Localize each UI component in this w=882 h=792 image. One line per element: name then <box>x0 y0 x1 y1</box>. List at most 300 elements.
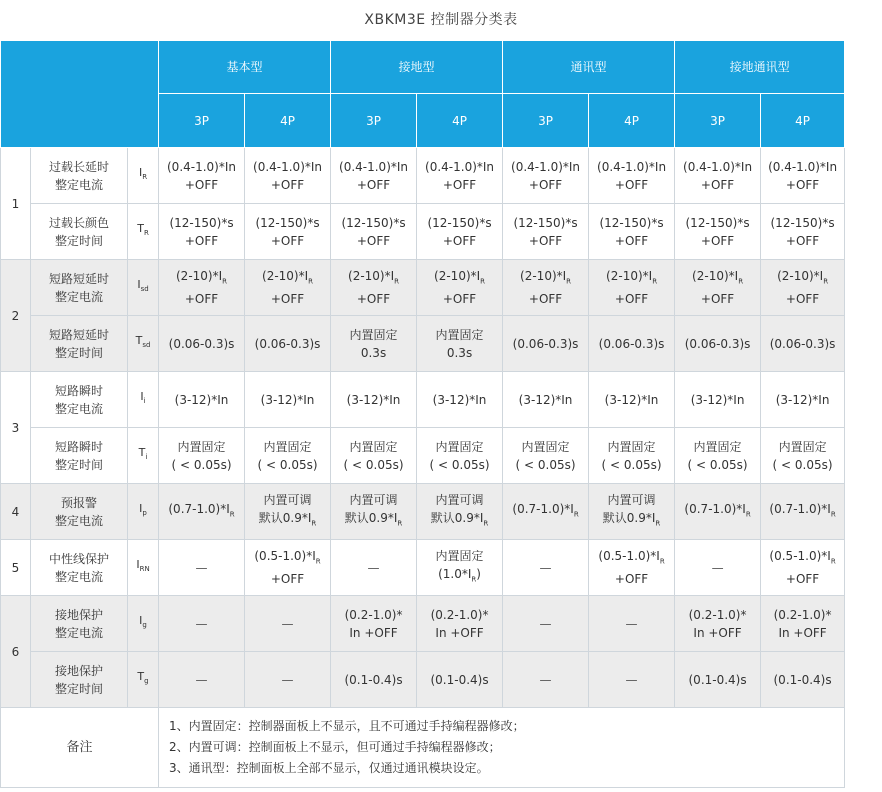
value-cell <box>159 596 245 652</box>
value-line <box>503 158 588 176</box>
value-line <box>761 267 844 290</box>
parameter-label-line: 中性线保护 <box>48 551 109 566</box>
parameter-label-line: 接地保护 <box>54 607 103 622</box>
value-text: (3-12)*In <box>174 392 229 407</box>
value-line <box>245 570 330 588</box>
symbol-subscript: p <box>142 509 147 518</box>
value-cell <box>417 260 503 316</box>
value-line <box>331 606 416 624</box>
value-line <box>761 391 844 409</box>
value-cell <box>761 148 845 204</box>
parameter-label-line: 过载长延时 <box>48 159 109 174</box>
value-line <box>589 570 674 588</box>
value-cell <box>331 428 417 484</box>
value-line <box>331 290 416 308</box>
value-text: — <box>539 616 552 631</box>
value-text: (0.2-1.0)* <box>430 607 489 622</box>
parameter-label-line: 过载长颜色 <box>48 215 109 230</box>
value-text: (3-12)*In <box>604 392 659 407</box>
value-line <box>503 456 588 474</box>
parameter-symbol <box>128 540 159 596</box>
value-cell <box>761 540 845 596</box>
pole-header: 3P <box>159 94 245 148</box>
group-header: 基本型 <box>159 41 331 94</box>
remark-line: 2、内置可调：控制面板上不显示，但可通过手持编程器修改； <box>169 740 501 754</box>
value-cell <box>675 372 761 428</box>
value-text: (0.06-0.3)s <box>684 336 751 351</box>
value-cell <box>503 204 589 260</box>
value-cell <box>331 260 417 316</box>
table-body <box>1 148 845 708</box>
value-cell <box>503 316 589 372</box>
table-row <box>1 428 845 484</box>
parameter-label-line: 整定时间 <box>54 345 103 360</box>
symbol-subscript: i <box>143 397 146 406</box>
value-text: 内置固定 <box>349 439 398 454</box>
value-line <box>245 290 330 308</box>
value-line <box>589 290 674 308</box>
value-text: (0.1-0.4)s <box>688 672 747 687</box>
value-line <box>417 671 502 689</box>
parameter-label-line: 短路瞬时 <box>54 439 103 454</box>
value-cell <box>159 484 245 540</box>
value-line <box>245 671 330 689</box>
header-corner <box>1 41 159 148</box>
value-text: +OFF <box>356 177 391 192</box>
value-line <box>245 158 330 176</box>
value-line <box>245 456 330 474</box>
value-line <box>159 232 244 250</box>
value-line <box>503 438 588 456</box>
value-line <box>159 290 244 308</box>
value-text: +OFF <box>528 233 563 248</box>
value-cell <box>245 372 331 428</box>
value-text: 内置固定 <box>177 439 226 454</box>
value-text: +OFF <box>614 292 649 307</box>
value-text: 0.3s <box>446 345 473 360</box>
value-text: +OFF <box>700 177 735 192</box>
value-text: (12-150)*s <box>685 215 750 230</box>
value-text: +OFF <box>270 572 305 587</box>
value-text: +OFF <box>184 177 219 192</box>
value-text: (0.4-1.0)*In <box>511 159 581 174</box>
value-cell <box>417 484 503 540</box>
value-text: (3-12)*In <box>432 392 487 407</box>
group-header: 通讯型 <box>503 41 675 94</box>
value-cell <box>761 372 845 428</box>
value-cell <box>417 428 503 484</box>
parameter-label-line: 整定时间 <box>54 233 103 248</box>
value-cell <box>761 596 845 652</box>
table-row <box>1 260 845 316</box>
parameter-label-line: 整定电流 <box>54 513 103 528</box>
value-text: ( < 0.05s) <box>343 457 404 472</box>
pole-header: 4P <box>589 94 675 148</box>
remark-line: 1、内置固定：控制器面板上不显示，且不可通过手持编程器修改； <box>169 719 525 733</box>
value-text: — <box>195 616 208 631</box>
value-line <box>331 456 416 474</box>
table-title: XBKM3E 控制器分类表 <box>364 12 518 28</box>
table-row <box>1 652 845 708</box>
value-cell <box>417 204 503 260</box>
value-text: (1.0*I <box>438 566 472 581</box>
parameter-symbol <box>128 148 159 204</box>
value-line <box>589 214 674 232</box>
value-cell <box>503 596 589 652</box>
table-row <box>1 372 845 428</box>
value-text: (0.1-0.4)s <box>773 672 832 687</box>
value-line <box>245 335 330 353</box>
value-cell <box>417 316 503 372</box>
parameter-label-line: 整定时间 <box>54 681 103 696</box>
value-line <box>761 606 844 624</box>
value-line <box>589 491 674 509</box>
symbol-letter: T <box>137 670 145 684</box>
value-line <box>589 391 674 409</box>
value-cell <box>159 204 245 260</box>
value-text: (0.1-0.4)s <box>344 672 403 687</box>
value-line <box>417 565 502 588</box>
value-line <box>675 500 760 523</box>
value-line <box>503 214 588 232</box>
value-subscript: R <box>311 519 317 528</box>
value-line <box>589 232 674 250</box>
value-text: (2-10)*I <box>520 268 567 283</box>
value-text: — <box>195 672 208 687</box>
value-text: +OFF <box>614 177 649 192</box>
parameter-label-line: 预报警 <box>60 495 97 510</box>
value-text: (12-150)*s <box>255 215 320 230</box>
value-line <box>503 176 588 194</box>
value-line <box>675 335 760 353</box>
row-number: 1 <box>1 148 31 260</box>
parameter-symbol <box>128 204 159 260</box>
parameter-symbol <box>128 372 159 428</box>
value-cell <box>503 372 589 428</box>
value-text: (0.7-1.0)*I <box>512 501 574 516</box>
value-text: 默认0.9*I <box>602 510 656 525</box>
value-line <box>331 176 416 194</box>
value-cell <box>503 540 589 596</box>
value-text: (0.5-1.0)*I <box>769 548 831 563</box>
value-text: (12-150)*s <box>770 215 835 230</box>
value-cell <box>159 540 245 596</box>
value-line <box>675 438 760 456</box>
value-text: (0.06-0.3)s <box>254 336 321 351</box>
value-line <box>159 158 244 176</box>
symbol-subscript: RN <box>139 565 150 574</box>
value-text: (3-12)*In <box>518 392 573 407</box>
parameter-label <box>31 596 128 652</box>
value-text: In +OFF <box>435 625 484 640</box>
value-cell <box>589 260 675 316</box>
value-line <box>589 547 674 570</box>
value-cell <box>417 148 503 204</box>
value-cell <box>331 148 417 204</box>
remarks-text <box>159 708 845 788</box>
value-text: 内置可调 <box>607 492 656 507</box>
symbol-letter: I <box>137 278 141 292</box>
group-header: 接地通讯型 <box>675 41 845 94</box>
value-cell <box>331 652 417 708</box>
value-text: 默认0.9*I <box>430 510 484 525</box>
value-text: (0.2-1.0)* <box>344 607 403 622</box>
value-subscript: R <box>830 510 836 519</box>
value-cell <box>245 316 331 372</box>
value-cell <box>159 260 245 316</box>
value-cell <box>503 148 589 204</box>
value-text: +OFF <box>700 233 735 248</box>
value-text: 内置固定 <box>435 439 484 454</box>
value-cell <box>417 540 503 596</box>
value-text: (3-12)*In <box>346 392 401 407</box>
parameter-label-line: 短路短延时 <box>48 271 109 286</box>
table-row <box>1 540 845 596</box>
value-line <box>589 158 674 176</box>
value-line <box>417 158 502 176</box>
value-subscript: R <box>480 277 486 286</box>
value-cell <box>503 652 589 708</box>
table-row <box>1 204 845 260</box>
value-line <box>589 176 674 194</box>
value-text: +OFF <box>442 233 477 248</box>
value-cell <box>589 316 675 372</box>
value-text: 内置固定 <box>521 439 570 454</box>
value-text: (2-10)*I <box>176 268 223 283</box>
value-text: — <box>281 672 294 687</box>
value-text: (12-150)*s <box>169 215 234 230</box>
value-line <box>761 547 844 570</box>
controller-classification-table <box>0 40 845 788</box>
value-cell <box>245 260 331 316</box>
value-cell <box>159 428 245 484</box>
value-text: (0.4-1.0)*In <box>683 159 753 174</box>
value-subscript: R <box>229 510 235 519</box>
value-subscript: R <box>471 575 477 584</box>
value-cell <box>675 148 761 204</box>
parameter-label-line: 整定电流 <box>54 569 103 584</box>
value-line <box>761 158 844 176</box>
value-line <box>331 158 416 176</box>
value-line <box>503 335 588 353</box>
value-text: (3-12)*In <box>775 392 830 407</box>
value-line <box>675 290 760 308</box>
value-line <box>417 491 502 509</box>
value-subscript: R <box>566 277 572 286</box>
value-text: 内置固定 <box>778 439 827 454</box>
value-text: +OFF <box>528 292 563 307</box>
remark-line: 3、通讯型：控制面板上全部不显示，仅通过通讯模块设定。 <box>169 761 489 775</box>
value-cell <box>503 260 589 316</box>
symbol-letter: I <box>139 614 143 628</box>
value-subscript: R <box>397 519 403 528</box>
value-text-tail: ) <box>476 566 481 581</box>
value-subscript: R <box>222 277 228 286</box>
value-cell <box>675 204 761 260</box>
parameter-label <box>31 372 128 428</box>
value-line <box>417 509 502 532</box>
value-text: 内置可调 <box>435 492 484 507</box>
value-cell <box>589 428 675 484</box>
value-subscript: R <box>308 277 314 286</box>
value-text: +OFF <box>614 572 649 587</box>
value-line <box>331 559 416 577</box>
value-text: (0.06-0.3)s <box>168 336 235 351</box>
value-cell <box>589 652 675 708</box>
value-text: +OFF <box>785 572 820 587</box>
value-line <box>159 456 244 474</box>
value-line <box>761 232 844 250</box>
value-cell <box>331 316 417 372</box>
value-text: (3-12)*In <box>260 392 315 407</box>
value-cell <box>761 316 845 372</box>
symbol-letter: I <box>136 558 140 572</box>
value-line <box>417 624 502 642</box>
symbol-subscript: R <box>143 229 149 238</box>
value-line <box>761 671 844 689</box>
value-text: — <box>539 560 552 575</box>
value-line <box>589 335 674 353</box>
value-text: ( < 0.05s) <box>772 457 833 472</box>
value-line <box>417 214 502 232</box>
value-text: ( < 0.05s) <box>601 457 662 472</box>
symbol-subscript: sd <box>142 341 151 350</box>
value-line <box>245 547 330 570</box>
value-text: +OFF <box>785 233 820 248</box>
value-line <box>159 559 244 577</box>
value-line <box>417 326 502 344</box>
value-line <box>331 438 416 456</box>
value-line <box>417 267 502 290</box>
value-text: (0.4-1.0)*In <box>167 159 237 174</box>
value-line <box>331 671 416 689</box>
value-subscript: R <box>745 510 751 519</box>
value-text: 内置固定 <box>263 439 312 454</box>
value-text: (0.4-1.0)*In <box>339 159 409 174</box>
value-line <box>159 615 244 633</box>
value-line <box>675 391 760 409</box>
value-text: (0.1-0.4)s <box>430 672 489 687</box>
value-text: (0.2-1.0)* <box>773 607 832 622</box>
value-line <box>245 615 330 633</box>
symbol-subscript: g <box>144 677 149 686</box>
symbol-subscript: sd <box>140 285 149 294</box>
value-text: (0.06-0.3)s <box>769 336 836 351</box>
value-line <box>503 391 588 409</box>
value-subscript: R <box>394 277 400 286</box>
value-text: (0.5-1.0)*I <box>254 548 316 563</box>
value-line <box>159 438 244 456</box>
value-text: — <box>711 560 724 575</box>
pole-header: 4P <box>245 94 331 148</box>
value-text: — <box>195 560 208 575</box>
value-cell <box>589 596 675 652</box>
value-line <box>589 509 674 532</box>
value-cell <box>761 652 845 708</box>
table-row <box>1 148 845 204</box>
value-line <box>331 344 416 362</box>
value-text: (0.06-0.3)s <box>598 336 665 351</box>
value-cell <box>331 204 417 260</box>
value-cell <box>417 596 503 652</box>
value-line <box>159 391 244 409</box>
value-subscript: R <box>830 557 836 566</box>
parameter-symbol <box>128 316 159 372</box>
parameter-label-line: 接地保护 <box>54 663 103 678</box>
value-text: (0.7-1.0)*I <box>168 501 230 516</box>
value-cell <box>417 372 503 428</box>
value-text: 内置固定 <box>693 439 742 454</box>
value-text: 内置可调 <box>263 492 312 507</box>
value-line <box>761 438 844 456</box>
symbol-letter: I <box>138 166 143 180</box>
table-row <box>1 596 845 652</box>
value-cell <box>589 540 675 596</box>
value-line <box>761 335 844 353</box>
value-text: +OFF <box>270 233 305 248</box>
value-text: ( < 0.05s) <box>515 457 576 472</box>
pole-header: 3P <box>503 94 589 148</box>
value-line <box>417 344 502 362</box>
value-line <box>417 606 502 624</box>
value-cell <box>245 204 331 260</box>
parameter-symbol <box>128 260 159 316</box>
value-line <box>331 214 416 232</box>
value-cell <box>761 428 845 484</box>
value-line <box>503 290 588 308</box>
value-subscript: R <box>738 277 744 286</box>
value-text: (0.7-1.0)*I <box>769 501 831 516</box>
value-text: +OFF <box>785 292 820 307</box>
row-number: 2 <box>1 260 31 372</box>
value-text: (3-12)*In <box>690 392 745 407</box>
value-cell <box>159 148 245 204</box>
pole-header: 4P <box>761 94 845 148</box>
value-line <box>159 500 244 523</box>
value-text: +OFF <box>184 292 219 307</box>
value-text: +OFF <box>785 177 820 192</box>
value-line <box>331 391 416 409</box>
value-line <box>761 624 844 642</box>
parameter-label-line: 短路瞬时 <box>54 383 103 398</box>
value-line <box>417 547 502 565</box>
value-cell <box>675 596 761 652</box>
value-text: 默认0.9*I <box>258 510 312 525</box>
value-text: ( < 0.05s) <box>429 457 490 472</box>
remarks-row <box>1 708 845 788</box>
value-text: +OFF <box>442 177 477 192</box>
value-text: +OFF <box>184 233 219 248</box>
value-text: — <box>281 616 294 631</box>
value-line <box>245 491 330 509</box>
value-subscript: R <box>315 557 321 566</box>
value-subscript: R <box>573 510 579 519</box>
value-text: 内置固定 <box>435 327 484 342</box>
value-line <box>761 456 844 474</box>
value-line <box>675 214 760 232</box>
symbol-subscript: g <box>142 621 147 630</box>
value-text: (2-10)*I <box>434 268 481 283</box>
value-cell <box>761 484 845 540</box>
value-line <box>589 267 674 290</box>
value-text: +OFF <box>356 233 391 248</box>
value-line <box>503 559 588 577</box>
value-line <box>245 438 330 456</box>
value-line <box>417 290 502 308</box>
value-line <box>761 214 844 232</box>
row-number: 6 <box>1 596 31 708</box>
value-text: +OFF <box>528 177 563 192</box>
